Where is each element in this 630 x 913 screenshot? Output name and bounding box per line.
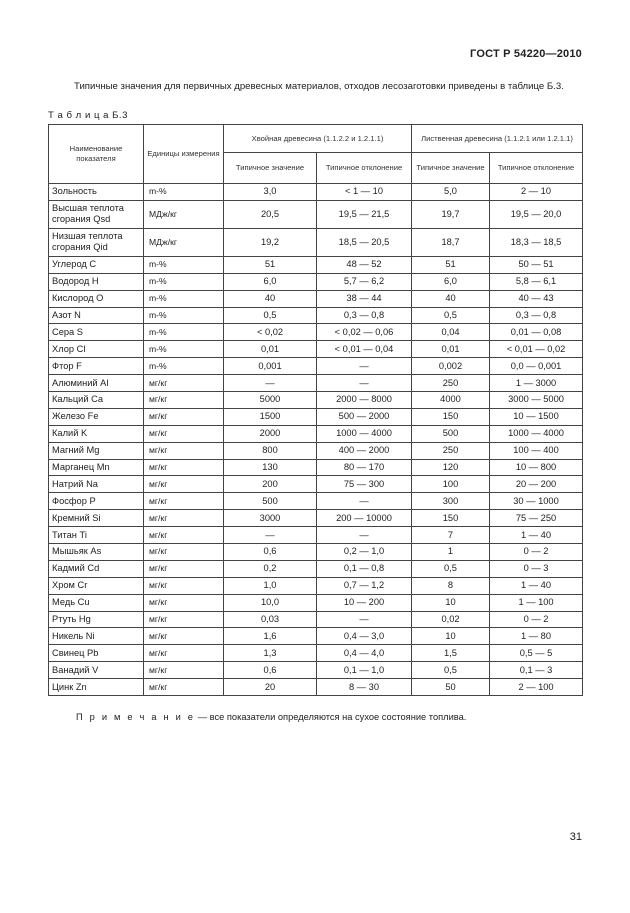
col-header-conifer: Хвойная древесина (1.1.2.2 и 1.2.1.1) (224, 125, 412, 153)
table-row (49, 560, 583, 577)
row-unit: m-% (144, 324, 224, 341)
row-deciduous-deviation: < 0,01 — 0,02 (490, 341, 583, 358)
row-conifer-typical: 500 (224, 493, 317, 510)
table-row (49, 273, 583, 290)
row-deciduous-deviation: 1000 — 4000 (490, 425, 583, 442)
row-conifer-deviation: 500 — 2000 (317, 408, 412, 425)
table-row (49, 256, 583, 273)
row-deciduous-typical: 4000 (412, 392, 490, 409)
row-conifer-typical: 0,01 (224, 341, 317, 358)
data-table (48, 124, 583, 696)
row-name: Марганец Mn (49, 459, 144, 476)
table-row (49, 324, 583, 341)
row-deciduous-typical: 40 (412, 290, 490, 307)
table-row (49, 184, 583, 201)
row-conifer-typical: 10,0 (224, 594, 317, 611)
row-unit: мг/кг (144, 442, 224, 459)
row-deciduous-deviation: 2 — 10 (490, 184, 583, 201)
row-conifer-deviation: 0,1 — 0,8 (317, 560, 412, 577)
row-deciduous-typical: 8 (412, 577, 490, 594)
row-deciduous-deviation: 20 — 200 (490, 476, 583, 493)
row-unit: мг/кг (144, 560, 224, 577)
row-unit: мг/кг (144, 662, 224, 679)
col-header-deciduous-typical: Типичное значение (412, 153, 490, 184)
row-conifer-deviation: 0,7 — 1,2 (317, 577, 412, 594)
row-name: Ванадий V (49, 662, 144, 679)
row-unit: m-% (144, 184, 224, 201)
row-deciduous-typical: 5,0 (412, 184, 490, 201)
row-unit: мг/кг (144, 594, 224, 611)
row-deciduous-typical: 50 (412, 679, 490, 696)
row-conifer-deviation: — (317, 375, 412, 392)
row-unit: мг/кг (144, 628, 224, 645)
row-deciduous-deviation: 3000 — 5000 (490, 392, 583, 409)
row-name: Высшая теплота сгорания Qsd (49, 200, 144, 228)
row-deciduous-deviation: 0 — 3 (490, 560, 583, 577)
intro-paragraph: Типичные значения для первичных древесных материалов, отходов лесозаготовки приведены в таблице Б.3. (74, 81, 564, 92)
row-unit: МДж/кг (144, 228, 224, 256)
row-conifer-deviation: 200 — 10000 (317, 510, 412, 527)
row-conifer-deviation: 2000 — 8000 (317, 392, 412, 409)
row-deciduous-typical: 100 (412, 476, 490, 493)
table-caption: Т а б л и ц а Б.3 (48, 110, 128, 121)
row-name: Фосфор P (49, 493, 144, 510)
table-row (49, 408, 583, 425)
table-row (49, 510, 583, 527)
row-conifer-typical: 0,2 (224, 560, 317, 577)
table-row (49, 228, 583, 256)
table-row (49, 611, 583, 628)
row-unit: МДж/кг (144, 200, 224, 228)
row-conifer-typical: 3,0 (224, 184, 317, 201)
table-row (49, 442, 583, 459)
row-conifer-deviation: 0,4 — 3,0 (317, 628, 412, 645)
row-deciduous-typical: 51 (412, 256, 490, 273)
row-unit: m-% (144, 358, 224, 375)
row-conifer-deviation: — (317, 493, 412, 510)
row-unit: мг/кг (144, 577, 224, 594)
table-row (49, 493, 583, 510)
row-deciduous-typical: 6,0 (412, 273, 490, 290)
row-name: Низшая теплота сгорания Qid (49, 228, 144, 256)
col-header-deciduous-deviation: Типичное отклонение (490, 153, 583, 184)
row-name: Железо Fe (49, 408, 144, 425)
row-deciduous-deviation: 19,5 — 20,0 (490, 200, 583, 228)
row-conifer-deviation: 8 — 30 (317, 679, 412, 696)
row-deciduous-deviation: 0 — 2 (490, 611, 583, 628)
row-deciduous-deviation: 5,8 — 6,1 (490, 273, 583, 290)
table-row (49, 662, 583, 679)
row-unit: мг/кг (144, 408, 224, 425)
row-deciduous-deviation: 0,0 — 0,001 (490, 358, 583, 375)
row-conifer-deviation: < 0,01 — 0,04 (317, 341, 412, 358)
note-label: П р и м е ч а н и е (76, 712, 196, 722)
row-conifer-typical: 0,5 (224, 307, 317, 324)
row-deciduous-typical: 1,5 (412, 645, 490, 662)
row-name: Кальций Ca (49, 392, 144, 409)
page-number: 31 (569, 831, 582, 843)
row-name: Цинк Zn (49, 679, 144, 696)
row-deciduous-typical: 0,5 (412, 560, 490, 577)
row-conifer-deviation: 19,5 — 21,5 (317, 200, 412, 228)
row-name: Зольность (49, 184, 144, 201)
row-unit: m-% (144, 273, 224, 290)
row-deciduous-deviation: 1 — 40 (490, 527, 583, 544)
row-conifer-typical: 20,5 (224, 200, 317, 228)
table-row (49, 341, 583, 358)
row-conifer-typical: 3000 (224, 510, 317, 527)
row-conifer-deviation: < 1 — 10 (317, 184, 412, 201)
table-row (49, 459, 583, 476)
row-deciduous-typical: 0,002 (412, 358, 490, 375)
row-conifer-deviation: 48 — 52 (317, 256, 412, 273)
row-name: Углерод C (49, 256, 144, 273)
row-name: Кадмий Cd (49, 560, 144, 577)
table-row (49, 628, 583, 645)
row-conifer-typical: 19,2 (224, 228, 317, 256)
row-deciduous-typical: 0,02 (412, 611, 490, 628)
col-header-deciduous: Лиственная древесина (1.1.2.1 или 1.2.1.1) (412, 125, 583, 153)
row-deciduous-typical: 0,04 (412, 324, 490, 341)
row-deciduous-typical: 0,01 (412, 341, 490, 358)
row-deciduous-deviation: 0,1 — 3 (490, 662, 583, 679)
row-unit: мг/кг (144, 510, 224, 527)
row-unit: мг/кг (144, 459, 224, 476)
row-name: Азот N (49, 307, 144, 324)
row-conifer-deviation: — (317, 527, 412, 544)
row-unit: мг/кг (144, 476, 224, 493)
table-row (49, 307, 583, 324)
row-name: Водород H (49, 273, 144, 290)
table-row (49, 290, 583, 307)
row-conifer-typical: 200 (224, 476, 317, 493)
table-row (49, 200, 583, 228)
note-text: — все показатели определяются на сухое состояние топлива. (195, 712, 467, 722)
row-deciduous-deviation: 0 — 2 (490, 544, 583, 561)
row-conifer-typical: — (224, 375, 317, 392)
row-unit: m-% (144, 341, 224, 358)
row-deciduous-typical: 250 (412, 375, 490, 392)
table-row (49, 425, 583, 442)
row-conifer-deviation: 0,1 — 1,0 (317, 662, 412, 679)
row-conifer-typical: 800 (224, 442, 317, 459)
row-name: Медь Cu (49, 594, 144, 611)
row-conifer-typical: 0,03 (224, 611, 317, 628)
table-row (49, 375, 583, 392)
document-header: ГОСТ Р 54220—2010 (470, 48, 582, 60)
row-deciduous-deviation: 1 — 40 (490, 577, 583, 594)
table-row (49, 476, 583, 493)
row-name: Натрий Na (49, 476, 144, 493)
row-name: Свинец Pb (49, 645, 144, 662)
row-conifer-typical: 6,0 (224, 273, 317, 290)
table-row (49, 577, 583, 594)
row-conifer-deviation: 1000 — 4000 (317, 425, 412, 442)
row-conifer-typical: 0,6 (224, 544, 317, 561)
row-unit: мг/кг (144, 375, 224, 392)
row-deciduous-deviation: 1 — 100 (490, 594, 583, 611)
row-deciduous-typical: 120 (412, 459, 490, 476)
row-deciduous-typical: 500 (412, 425, 490, 442)
col-header-name: Наименование показателя (49, 125, 144, 184)
row-unit: m-% (144, 290, 224, 307)
table-body (49, 184, 583, 696)
row-deciduous-deviation: 0,5 — 5 (490, 645, 583, 662)
row-unit: мг/кг (144, 611, 224, 628)
row-name: Хром Cr (49, 577, 144, 594)
row-name: Кремний Si (49, 510, 144, 527)
row-deciduous-deviation: 0,01 — 0,08 (490, 324, 583, 341)
row-deciduous-deviation: 100 — 400 (490, 442, 583, 459)
row-conifer-deviation: 18,5 — 20,5 (317, 228, 412, 256)
row-unit: мг/кг (144, 493, 224, 510)
table-row (49, 544, 583, 561)
row-conifer-typical: < 0,02 (224, 324, 317, 341)
row-conifer-deviation: — (317, 358, 412, 375)
row-deciduous-typical: 19,7 (412, 200, 490, 228)
table-row (49, 527, 583, 544)
row-deciduous-typical: 10 (412, 594, 490, 611)
table-row (49, 679, 583, 696)
table-row (49, 358, 583, 375)
row-conifer-typical: 1,0 (224, 577, 317, 594)
row-name: Кислород O (49, 290, 144, 307)
row-conifer-deviation: 0,2 — 1,0 (317, 544, 412, 561)
row-deciduous-deviation: 40 — 43 (490, 290, 583, 307)
table-row (49, 392, 583, 409)
row-name: Ртуть Hg (49, 611, 144, 628)
row-name: Магний Mg (49, 442, 144, 459)
row-deciduous-typical: 150 (412, 408, 490, 425)
row-conifer-deviation: 38 — 44 (317, 290, 412, 307)
row-conifer-typical: 1,3 (224, 645, 317, 662)
row-deciduous-deviation: 1 — 3000 (490, 375, 583, 392)
row-deciduous-typical: 0,5 (412, 662, 490, 679)
row-name: Фтор F (49, 358, 144, 375)
row-conifer-typical: — (224, 527, 317, 544)
row-deciduous-typical: 0,5 (412, 307, 490, 324)
row-conifer-deviation: 0,3 — 0,8 (317, 307, 412, 324)
table-row (49, 594, 583, 611)
row-deciduous-typical: 300 (412, 493, 490, 510)
row-conifer-deviation: 10 — 200 (317, 594, 412, 611)
row-unit: мг/кг (144, 527, 224, 544)
row-unit: мг/кг (144, 679, 224, 696)
row-deciduous-deviation: 50 — 51 (490, 256, 583, 273)
row-deciduous-deviation: 2 — 100 (490, 679, 583, 696)
row-deciduous-deviation: 1 — 80 (490, 628, 583, 645)
row-conifer-deviation: 0,4 — 4,0 (317, 645, 412, 662)
row-unit: мг/кг (144, 645, 224, 662)
row-deciduous-deviation: 10 — 800 (490, 459, 583, 476)
row-deciduous-deviation: 30 — 1000 (490, 493, 583, 510)
row-conifer-typical: 1,6 (224, 628, 317, 645)
row-deciduous-typical: 1 (412, 544, 490, 561)
row-conifer-deviation: < 0,02 — 0,06 (317, 324, 412, 341)
row-conifer-deviation: 400 — 2000 (317, 442, 412, 459)
row-conifer-deviation: 75 — 300 (317, 476, 412, 493)
row-deciduous-typical: 7 (412, 527, 490, 544)
row-deciduous-typical: 150 (412, 510, 490, 527)
row-conifer-typical: 0,6 (224, 662, 317, 679)
row-deciduous-typical: 10 (412, 628, 490, 645)
row-name: Алюминий Al (49, 375, 144, 392)
row-unit: мг/кг (144, 544, 224, 561)
row-deciduous-typical: 18,7 (412, 228, 490, 256)
table-row (49, 645, 583, 662)
row-conifer-typical: 5000 (224, 392, 317, 409)
row-name: Титан Ti (49, 527, 144, 544)
row-unit: m-% (144, 256, 224, 273)
row-unit: m-% (144, 307, 224, 324)
row-deciduous-deviation: 10 — 1500 (490, 408, 583, 425)
row-unit: мг/кг (144, 392, 224, 409)
row-name: Сера S (49, 324, 144, 341)
col-header-conifer-typical: Типичное значение (224, 153, 317, 184)
row-name: Мышьяк As (49, 544, 144, 561)
row-conifer-typical: 51 (224, 256, 317, 273)
row-conifer-deviation: 5,7 — 6,2 (317, 273, 412, 290)
row-deciduous-deviation: 75 — 250 (490, 510, 583, 527)
row-conifer-typical: 2000 (224, 425, 317, 442)
row-deciduous-typical: 250 (412, 442, 490, 459)
row-unit: мг/кг (144, 425, 224, 442)
row-name: Калий K (49, 425, 144, 442)
col-header-unit: Единицы измерения (144, 125, 224, 184)
row-conifer-deviation: 80 — 170 (317, 459, 412, 476)
row-deciduous-deviation: 0,3 — 0,8 (490, 307, 583, 324)
row-conifer-typical: 40 (224, 290, 317, 307)
row-conifer-deviation: — (317, 611, 412, 628)
col-header-conifer-deviation: Типичное отклонение (317, 153, 412, 184)
row-conifer-typical: 20 (224, 679, 317, 696)
row-name: Никель Ni (49, 628, 144, 645)
row-name: Хлор Cl (49, 341, 144, 358)
row-conifer-typical: 1500 (224, 408, 317, 425)
row-conifer-typical: 130 (224, 459, 317, 476)
table-note (76, 712, 466, 722)
row-deciduous-deviation: 18,3 — 18,5 (490, 228, 583, 256)
row-conifer-typical: 0,001 (224, 358, 317, 375)
